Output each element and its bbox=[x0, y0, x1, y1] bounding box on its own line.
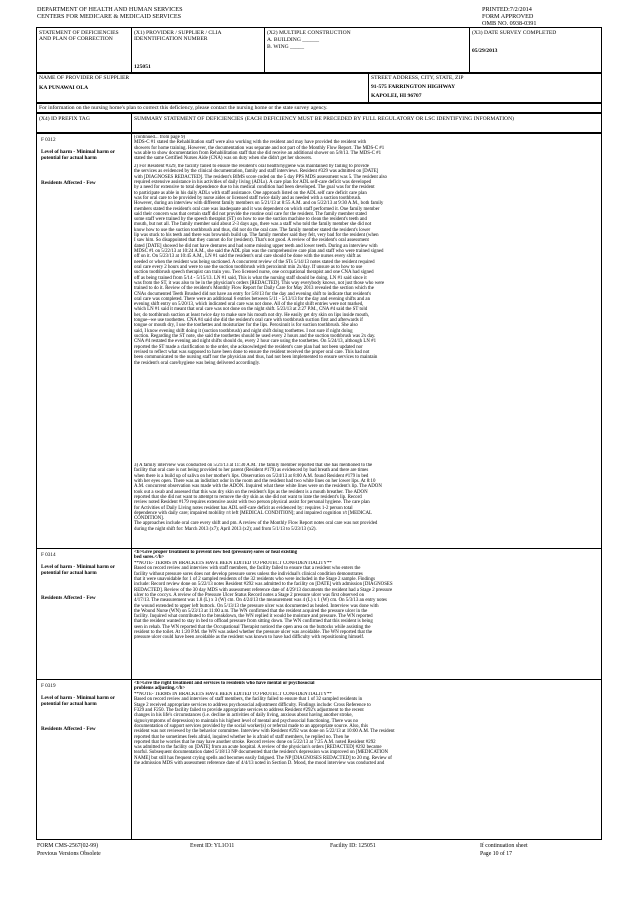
form-number: FORM CMS-2567(02-99) bbox=[37, 843, 99, 849]
address-line-1: 91-575 FARRINGTON HIGHWAY bbox=[371, 84, 456, 90]
construction-label: (X2) MULTIPLE CONSTRUCTION bbox=[267, 30, 351, 36]
notice-text: For information on the nursing home's plan to correct this deficiency, please contact the nursing home or the state survey agency. bbox=[39, 105, 328, 111]
survey-date: 05/29/2013 bbox=[472, 48, 498, 54]
form-approved: FORM APPROVED bbox=[482, 13, 534, 20]
narrative-continued: (continued... from page 9) MDS-C #1 stated the Rehabilitation staff were also working with the resident and may have provided the resident with showers for home training. However, the documentation was separate and not part of the Monthly Flow Report. The MDS-C #1 was able to show documentation from Rehabilitation staff that she did receive an additional shower on 5/8/13. The MDS-C #1 stated the same Certified Nurses Aide (CNA) was on duty when she didn't get her showers. bbox=[134, 135, 385, 162]
statement-label: STATEMENT OF DEFICIENCIES AND PLAN OF CORRECTION bbox=[39, 30, 119, 43]
provider-name: KA PUNAWAI OLA bbox=[39, 85, 89, 91]
address-label: STREET ADDRESS, CITY, STATE, ZIP bbox=[371, 75, 464, 81]
provider-id-label: (X1) PROVIDER / SUPPLIER / CLIA IDENNTIFICATION NUMBER bbox=[134, 30, 222, 43]
residents-affected-f0312: Residents Affected - Few bbox=[41, 180, 96, 186]
residents-affected-f0319: Residents Affected - Few bbox=[41, 726, 96, 732]
survey-date-label: (X3) DATE SURVEY COMPLETED bbox=[472, 30, 557, 36]
level-of-harm-f0312: Level of harm - Minimal harm or potential for actual harm bbox=[41, 149, 115, 162]
provider-number: 125051 bbox=[134, 64, 151, 70]
facility-id: Facility ID: 125051 bbox=[330, 843, 376, 849]
printed-date: PRINTED:7/2/2014 bbox=[482, 6, 532, 13]
f0314-regulation-title: <b>Give proper treatment to prevent new bed (pressure) sores or heal existing bed sores.</b> bbox=[134, 550, 298, 561]
f0314-narrative: **NOTE- TERMS IN BRACKETS HAVE BEEN EDITED TO PROTECT CONFIDENTIALITY** Based on record review and interview with staff members, the facility failed to ensure that a resident who enters the facility without pressure sores does not develop pressure sores unless the individual's clinical condition demonstrates that it were unavoidable for 1 of 2 sampled residents of the 32 residents who were included in the Stage 2 sample. Findings include: Record review done on 5/22/13 notes Resident #292 was admitted to the facility on [DATE] with admission [DIAGNOSES REDACTED]. Review of the 30 day MDS with assessment reference date of 4/29/13 documents the resident had a Stage 2 pressure ulcer to the coccyx. A review of the Pressure Ulcer Status Record notes a Stage 2 pressure ulcer was first observed on 4/17/13. The measurement was 1.8 (L) x 3 (W) cm. On 4/24/13 the measurement was 4 (L) x 1 (W) cm. On 5/3/13 an entry notes the wound extended to upper left buttock. On 5/13/13 the pressure ulcer was documented as healed. Interview was done with the Wound Nurse (WN) on 5/23/13 at 11:00 a.m. The WN confirmed that the resident acquired the pressure ulcer in the facility. Inquired what contributed to the breakdown, the WN replied it would be moisture and pressure. The WN reported that the resident wanted to stay in bed to offload pressure from sitting down. The WN confirmed that this resident is being seen in rehab. The WN reported that the Occupational Therapist noticed the open area on the buttocks while assisting the resident to the toilet. At 1:20 P.M. the WN was asked whether the pressure ulcer was avoidable. The WN reported that the pressure ulcer could have been avoidable as the resident was known to have had difficulty with repositioning himself. bbox=[134, 561, 393, 641]
narrative-resident-179: 3) A family interview was conducted on 5/21/13 at 11:30 A.M. The family member reported that she has mentioned to the facility that oral care is not being provided to her parent (Resident #179) as evidenced by bad breath and there are times when there is a build up of saliva on her mother's lips. Observation on 5/24/13 at 8:00 A.M. found Resident #179 in bed with her eyes open. There was an indistinct odor in the room and the resident had two white lines on her lower lips. At 8:10 A.M. concurrent observation was made with the ADON. Inquired what these white lines were on the resident's lip. The ADON took out a swab and assessed that this was dry skin on the resident's lips as the resident is a mouth breather. The ADON reported that she did not want to attempt to remove the dry skin as she did not want to irate the resident's lip. Record review noted Resident #179 requires extensive assist with two person physical assist for personal hygiene. The care plan for Activities of Daily Living notes resident has ADL self-care deficit as evidenced by: requires 1-2 person total dependence with daily care; impaired mobility r/t left [MEDICAL CONDITION]; and impaired cognition r/t [MEDICAL CONDITION]. The approaches include oral care every shift and pm. A review of the Monthly Flow Report notes oral care was not provided during the night shift for: March 2013 (x7); April 2013 (x2); and from 5/1/13 to 5/23/13 (x2). bbox=[134, 463, 382, 532]
summary-label: SUMMARY STATEMENT OF DEFICIENCIES (EACH DEFICIENCY MUST BE PRECEDED BY FULL REGULATORY OR LSC IDENTIFYING INFORMATION) bbox=[134, 116, 514, 122]
f0319-regulation-title: <b>Give the right treatment and services to residents who have mental or psychosocial problems adjusting.</b> bbox=[134, 681, 315, 692]
page-number: Page 10 of 17 bbox=[480, 851, 513, 857]
level-of-harm-f0314: Level of harm - Minimal harm or potential for actual harm bbox=[41, 564, 115, 577]
f0319-narrative: **NOTE- TERMS IN BRACKETS HAVE BEEN EDITED TO PROTECT CONFIDENTIALITY** Based on record review and interview of staff members, the facility failed to ensure that 1 of 32 sampled residents in Stage 2 received appropriate services to address psychosocial adjustment difficulty. Findings include: Cross Reference to F329 and F250. The facility failed to provide appropriate services to address Resident #292's adjustment to the recent changes in his life's circumstances (i.e. decline in activities of daily living, anxious about having another stroke, signs/symptoms of depression) to maintain his highest level of mental and psychosocial functioning. There was no documentation of support services provided by the social worker(s) or referral made to an appropriate source. Also, this resident was not reviewed by the behavior committee. Interview with Resident #292 was done on 5/22/13 at 10:00 A.M. The resident reported that he sometimes feels afraid, inquired whether he is afraid of staff members, he replied no. Then he reported that he worries that he may have another stroke. Record review done on 5/22/13 at 7:25 A.M. noted Resident #292 was admitted to the facility on [DATE] from an acute hospital. A review of the physician's orders [REDACTED] #292 became tearful. Subsequent documentation dated 5/18/13 NP documented that the resident's depression was improved on [MEDICATION NAME] but still has frequent crying spells and becomes easily fatigued. The NP [DIAGNOSES REDACTED] to 20 mg. Review of the admission MDS with assessment reference date of 4/4/13 noted in Section D. Mood, the mood interview was conducted and bbox=[134, 692, 395, 767]
residents-affected-f0314: Residents Affected - Few bbox=[41, 595, 96, 601]
tag-f0314: F 0314 bbox=[41, 552, 56, 558]
provider-name-label: NAME OF PROVIDER OF SUPPLIER bbox=[39, 75, 130, 81]
agency-line-2: CENTERS FOR MEDICARE & MEDICAID SERVICES bbox=[37, 13, 182, 20]
tag-f0319: F 0319 bbox=[41, 683, 56, 689]
continuation-sheet: If continuation sheet bbox=[480, 843, 528, 849]
prefix-tag-label: (X4) ID PREFIX TAG bbox=[39, 116, 90, 122]
building-field: A. BUILDING ______ bbox=[267, 37, 320, 43]
narrative-resident-329: 2) For Resident #329, the facility failed to ensure the resident's oral health/hygiene was maintained by failing to provide the services as evidenced by the clinical documentation, family and staff interviews. Resident #329 was admitted on [DATE] with [DIAGNOSES REDACTED]. The resident's BIMS score coded on the 5 day PPS MDS assessment was 5. The resident also required extensive assistance in his activities of daily living (ADLs). A care plan for ADL self-care deficit was developed by a need for extensive to total dependence due to his medical condition had been developed. The goal was for the resident to participate as able in his daily ADLs with staff assistance. One approach listed on the ADL self care deficit care plan was for oral care to be provided by nurse aides or licensed staff twice daily and as needed with a suction toothbrush. However, during an interview with different family members on 5/21/13 at 8:55 A.M. and on 5/22/13 at 9:30 A.M., both family members stated the resident's oral care was inadequate and it was dependent on which staff performed it. One family member said their concern was that certain staff did not provide the routine oral care for the resident. The family member stated some staff were trained by the speech therapist (ST) on how to use the suction machine to clean the resident's teeth and mouth, but not all. The family member said about 2-3 days ago, there was a staff who told the family member she did not know how to use the suction toothbrush and thus, did not do the oral care. The family member stated the resident's lower lip was stuck to his teeth and there was brownish build up. The family member said they felt, very bad for the resident (when I saw him. So disappointed that they cannot do for (resident). That's not good. A review of the resident's oral assessment dated [DATE] showed he did not have dentures and had some missing upper teeth and lower teeth. During an interview with MDSC #1 on 5/22/13 at 10:24 A.M., she said the ADL plan was the comprehensive care plan and staff who were trained signed off on it. On 5/23/13 at 10:45 A.M., LN #1 said the resident's oral care should be done with the nurses every shift as needed or when the resident was being suctioned. A concurrent review of the STs 5/14/13 notes stated the resident required oral care every 2 hours and were to use the suction toothbrush with peroxinnit min 2x/day. If unsure as to how to use suction toothbrush speech therapist can train you. Two licensed nurse, one occupational therapist and one CNA had signed off as being trained from 5/14 - 5/15/13. LN #1 said, This is what the nursing staff should be doing. LN #1 said since it was from the ST, it was also to be in the physician's orders [REDACTED]. This way everybody knows, not just those who were trained to do it. Review of the resident's Monthly Flow Report for Daily Care for May 2013 revealed the section which the CNAs documented Teeth Brushed did not have an entry for 5/8/13 for the day and evening shift to indicate that resident's oral care was completed. There were an additional 6 entries between 5/11 - 5/13/13 for the day and evening shifts and an evening shift entry on 5/20/13, which indicated oral care was not done. All of the night shift entries were not marked, which LN #1 said it meant that oral care was not done on the night shift. 5/23/13 at 2:27 P.M., CNA #4 said the ST told her, do toothbrush suction at least twice day to make sure his mouth not dry. He easily get dry skin on lips inside mouth, tongue--we use toothettes. CNA #4 said she did the resident's oral care with toothbrush suction first and afterwards if tongue or mouth dry, I use the toothettes and moisturizer for the lips. Peroxinnit is for suction toothbrush. She also said, I know evening shift doing it (suction toothbrush) and night shift doing toothettes. I not sure if night doing suction. Regarding the ST note, she said the toothettes should be used every 2 hours and the suction toothbrush was 2x day. CNA #4 restated the evening and night shifts should do, every 2 hour care using the toothettes. On 5/24/13, although LN #1 reported the ST made a clarification to the order, she acknowledged the resident's care plan had not been updated nor revised to reflect what was supposed to have been done to ensure the resident received the proper oral care. This had not been communicated to the nursing staff nor the physician and thus, had not been implemented to ensure services to maintain the resident's oral care/hygiene was being delivered accordingly. bbox=[134, 164, 387, 366]
agency-line-1: DEPARTMENT OF HEALTH AND HUMAN SERVICES bbox=[37, 6, 183, 13]
event-id: Event ID: YL1O11 bbox=[190, 843, 235, 849]
omb-number: OMB NO. 0938-0391 bbox=[482, 20, 537, 27]
level-of-harm-f0319: Level of harm - Minimal harm or potential for actual harm bbox=[41, 695, 115, 708]
wing-field: B. WING _____ bbox=[267, 44, 305, 50]
address-line-2: KAPOLEI, HI 96707 bbox=[371, 93, 422, 99]
tag-f0312: F 0312 bbox=[41, 137, 56, 143]
previous-versions: Previous Versions Obsolete bbox=[37, 851, 101, 857]
